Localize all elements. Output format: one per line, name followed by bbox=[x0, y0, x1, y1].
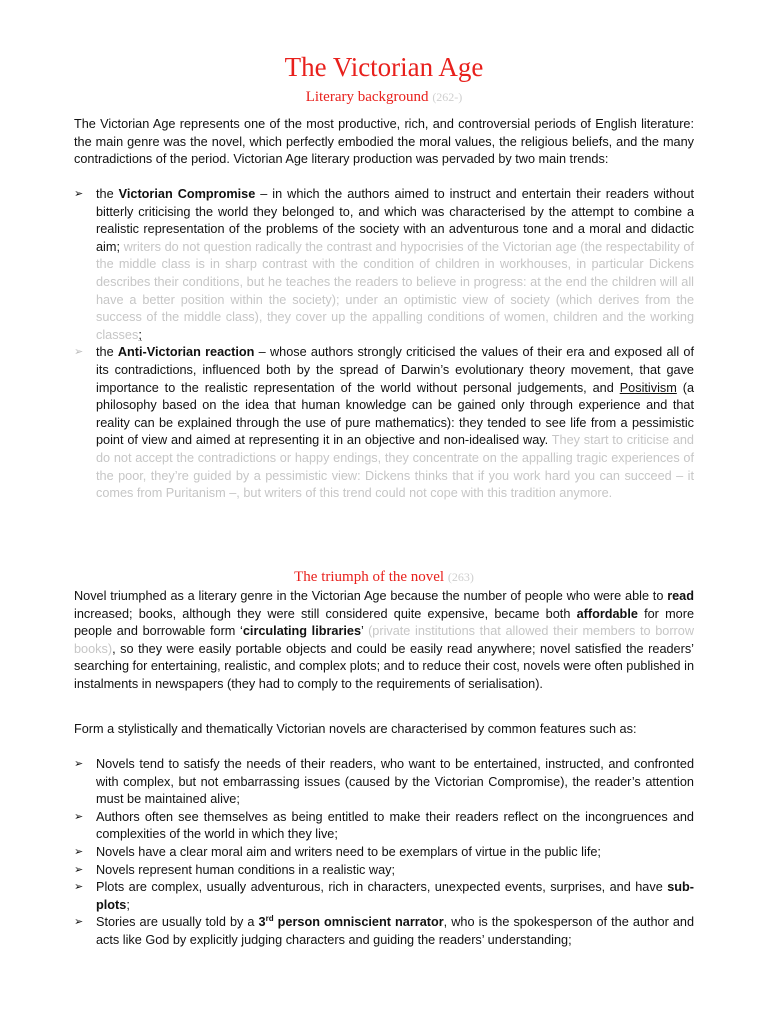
term-circulating-libraries: circulating libraries bbox=[242, 624, 362, 639]
feature-text: Novels have a clear moral aim and writers need to be exemplars of virtue in the public life; bbox=[96, 844, 601, 859]
feature-text: ; bbox=[126, 897, 130, 912]
term-anti-victorian-reaction: Anti-Victorian reaction bbox=[117, 345, 255, 360]
feature-text: Stories are usually told by a bbox=[96, 915, 259, 930]
feature-text: Authors often see themselves as being entitled to make their readers reflect on the incongruences and complexities of the world in which they live; bbox=[96, 809, 694, 842]
trend-text: (a philosophy based on the idea that human knowledge can be gained only through experience and that reality can be explained through the use of pure mathematics): they tended to see life from a pessimistic point of view and aimed at representing it in an objective and non-idealised way. bbox=[96, 380, 695, 448]
section-heading-literary-background bbox=[74, 88, 694, 106]
arrow-bullet-icon: ➢ bbox=[74, 758, 84, 770]
faded-note: They start to criticise and do not accept the contradictions or happy endings, they concentrate on the appalling tragic experiences of the poor, they’re guided by a pessimistic view: Dickens thinks that if you work hard you can succeed – it comes from Puritanism –, but writers of this trend could not cope with this tradition anymore. bbox=[96, 433, 694, 501]
section-heading-text: Literary background bbox=[305, 89, 429, 105]
list-item-feature bbox=[74, 879, 694, 914]
features-intro-paragraph: Form a stylistically and thematically Victorian novels are characterised by common features such as: bbox=[74, 722, 637, 736]
section-heading-triumph-of-novel bbox=[74, 568, 694, 586]
arrow-bullet-icon: ➢ bbox=[74, 863, 84, 876]
term-victorian-compromise: Victorian Compromise bbox=[118, 187, 256, 201]
term-positivism: Positivism bbox=[619, 380, 677, 395]
faded-note: writers do not question radically the contrast and hypocrisies of the Victorian age (the respectability of the middle class is in sharp contrast with the condition of children in workhouses, in particular Dickens describes their conditions, but he teaches the readers to believe in progress: at the end the children will all have a better position within the society); under an optimistic view of society (which derives from the success of the middle class), they cover up the appalling conditions of women, children and the working classes bbox=[96, 239, 694, 342]
page-reference: (263) bbox=[447, 570, 474, 584]
list-item-feature bbox=[74, 844, 694, 862]
list-item-feature bbox=[74, 914, 694, 949]
section-heading-text: The triumph of the novel bbox=[294, 569, 445, 585]
trends-list bbox=[74, 186, 694, 503]
feature-text: Plots are complex, usually adventurous, rich in characters, unexpected events, surprises, and have bbox=[96, 880, 668, 895]
paragraph-text: , so they were easily portable objects and could be easily read anywhere; novel satisfied the readers’ searching for entertaining, realistic, and complex plots; and to reduce their cost, novels were often published in instalments in newspapers (they had to comply to the requirements of serialisation). bbox=[74, 641, 694, 691]
feature-text: Novels represent human conditions in a realistic way; bbox=[96, 862, 396, 877]
trend-text: – in which the authors aimed to instruct and entertain their readers without bitterly criticising the world they belonged to, and which was characterised by the attempt to combine a realistic representation of the problems of the society with an adventurous tone and a moral and didactic aim; bbox=[96, 187, 694, 254]
page-reference: (262-) bbox=[432, 90, 463, 104]
list-item-anti-victorian-reaction bbox=[74, 344, 694, 502]
list-item-feature bbox=[74, 809, 694, 844]
feature-text: Novels tend to satisfy the needs of their readers, who want to be entertained, instructed, and confronted with complex, but not embarrassing issues (caused by the Victorian Compromise), the reader’s attention must be maintained alive; bbox=[96, 757, 694, 807]
arrow-bullet-icon: ➢ bbox=[74, 346, 84, 359]
term-third: 3 bbox=[258, 915, 266, 930]
arrow-bullet-icon: ➢ bbox=[74, 916, 84, 929]
ordinal-suffix: rd bbox=[265, 914, 274, 924]
arrow-bullet-icon: ➢ bbox=[74, 845, 84, 858]
trend-text: the bbox=[96, 187, 119, 201]
term-read: read bbox=[667, 589, 694, 603]
list-item-feature bbox=[74, 862, 694, 880]
triumph-paragraph bbox=[74, 588, 694, 694]
paragraph-text: Novel triumphed as a literary genre in the Victorian Age because the number of people who were able to bbox=[74, 589, 668, 603]
list-item-feature bbox=[74, 756, 694, 809]
feature-text: , who is the spokesperson of the author and acts like God by explicitly judging characters and guiding the readers’ understanding; bbox=[96, 915, 695, 947]
paragraph-text: for more people and borrowable form ‘ bbox=[74, 606, 694, 639]
features-list bbox=[74, 756, 694, 950]
trend-end: ; bbox=[138, 327, 142, 342]
term-sub-plots: sub-plots bbox=[96, 880, 694, 912]
term-omniscient-narrator: person omniscient narrator bbox=[273, 915, 444, 930]
arrow-bullet-icon: ➢ bbox=[74, 188, 84, 200]
paragraph-text: ’ bbox=[361, 624, 369, 639]
trend-text: – whose authors strongly criticised the values of their era and exposed all of its contradictions, influenced both by the spread of Darwin’s evolutionary theory movement, that gave importance to the realistic representation of the world without personal judgements, and bbox=[96, 345, 694, 395]
list-item-victorian-compromise bbox=[74, 186, 694, 344]
intro-paragraph: The Victorian Age represents one of the most productive, rich, and controversial periods of English literature: the main genre was the novel, which perfectly embodied the moral values, the religious beliefs, and the many contradictions of the period. Victorian Age literary production was pervaded by two main trends: bbox=[74, 117, 694, 167]
page-title: The Victorian Age bbox=[284, 52, 484, 82]
arrow-bullet-icon: ➢ bbox=[74, 810, 84, 823]
term-affordable: affordable bbox=[576, 606, 638, 621]
paragraph-text: increased; books, although they were still considered quite expensive, became both bbox=[74, 606, 577, 621]
trend-text: the bbox=[96, 345, 118, 360]
faded-note: (private institutions that allowed their members to borrow books) bbox=[74, 624, 695, 656]
arrow-bullet-icon: ➢ bbox=[74, 881, 84, 894]
